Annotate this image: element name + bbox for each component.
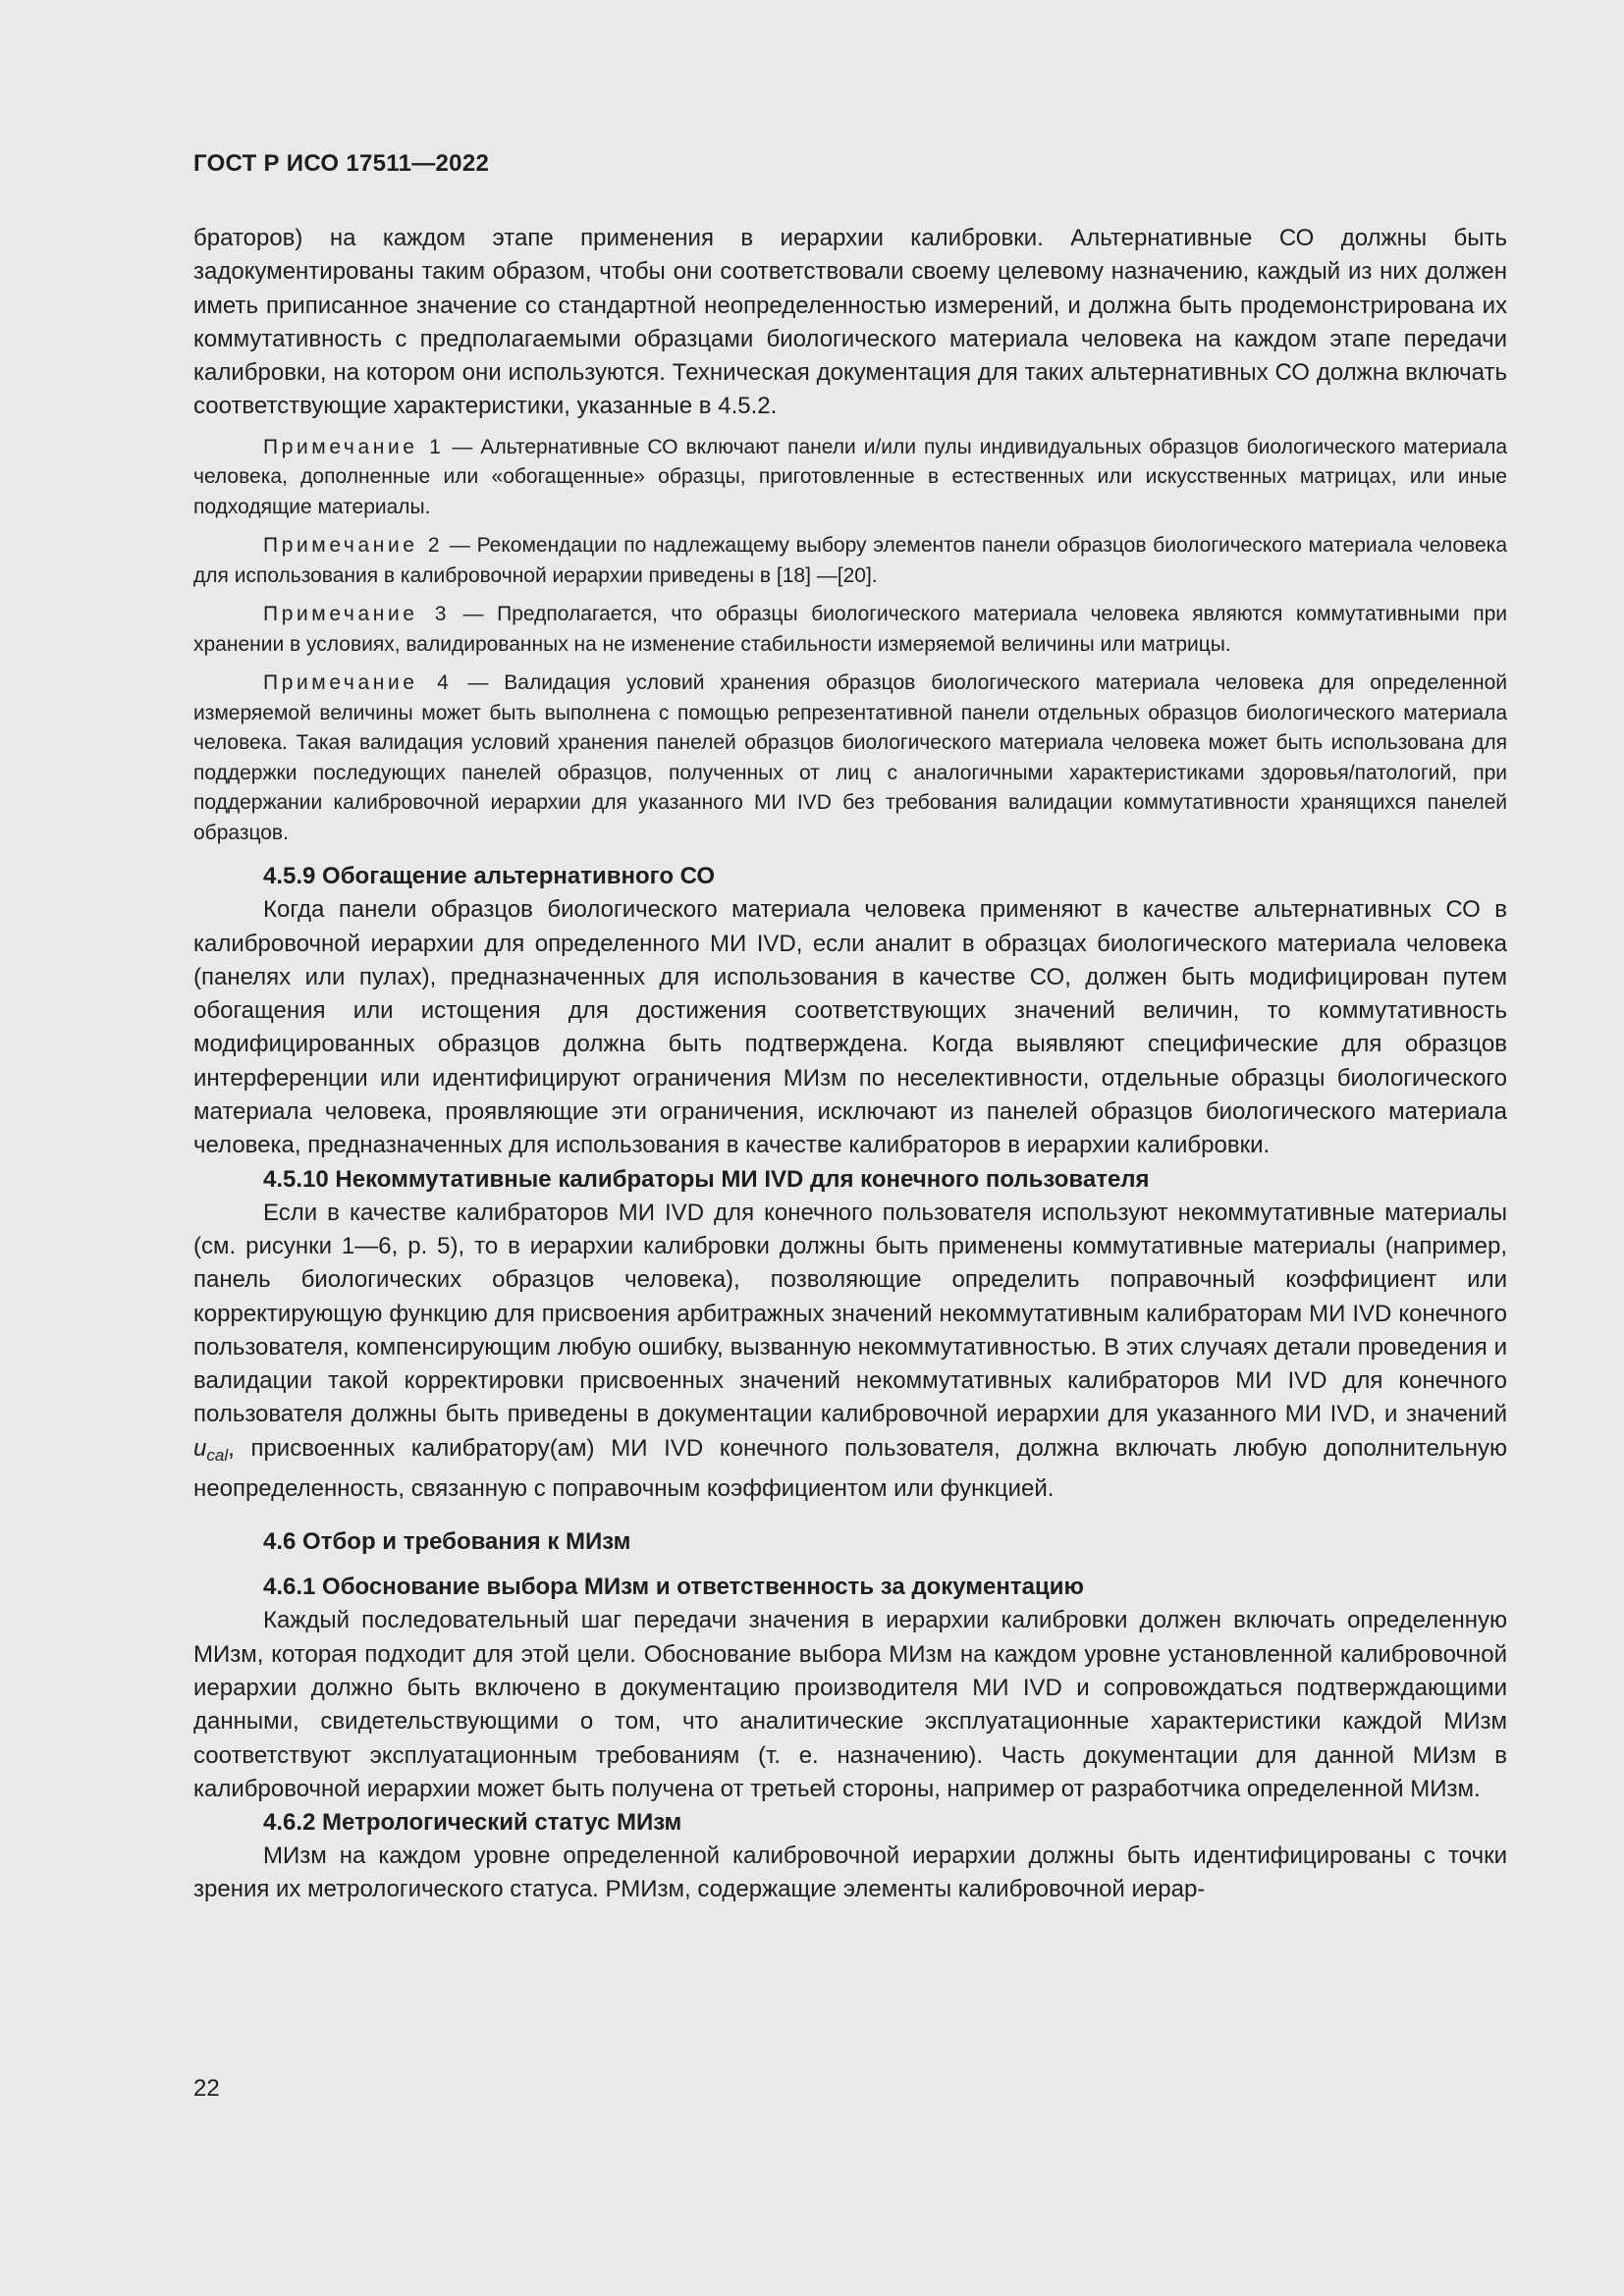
note-1-label: Примечание 1 [263,435,445,458]
note-4 [193,668,1507,848]
section-4-5-10-text-b: , присвоенных калибратору(ам) МИ IVD конечного пользователя, должна включать любую дополнительную неопределенность, связанную с поправочным коэффициентом или функцией. [193,1434,1507,1503]
section-4-5-10-title: 4.5.10 Некоммутативные калибраторы МИ IVD для конечного пользователя [263,1165,1150,1193]
note-4-label: Примечание 4 [263,671,453,695]
u-cal-symbol: u [193,1434,207,1462]
section-4-5-10-text-a: Если в качестве калибраторов МИ IVD для конечного пользователя используют некоммутативные материалы (см. рисунки 1—6, р. 5), то в иерархии калибровки должны быть применены коммутативные материалы (например, панель биологических образцов человека), позволяющие определить поправочный коэффициент или корректирующую функцию для присвоения арбитражных значений некоммутативным калибраторам МИ IVD конечного пользователя, компенсирующим любую ошибку, вызванную некоммутативностью. В этих случаях детали проведения и валидации такой корректировки присвоенных значений некоммутативных калибраторов МИ IVD для конечного пользователя должны быть приведены в документации калибровочной иерархии для указанного МИ IVD, и значений [193,1199,1507,1428]
section-4-5-9-title: 4.5.9 Обогащение альтернативного СО [263,863,716,890]
intro-paragraph: браторов) на каждом этапе применения в иерархии калибровки. Альтернативные СО должны быть задокументированы таким образом, чтобы они соответствовали своему целевому назначению, каждый из них должен иметь приписанное значение со стандартной неопределенностью измерений, и должна быть продемонстрирована их коммутативность с предполагаемыми образцами биологического материала человека на каждом этапе передачи калибровки, на котором они используются. Техническая документация для таких альтернативных СО должна включать соответствующие характеристики, указанные в 4.5.2. [193,225,1507,420]
note-3-text: — Предполагается, что образцы биологического материала человека являются коммутативными при хранении в условиях, валидированных на не изменение стабильности измеряемой величины или матрицы. [193,603,1507,656]
note-3 [193,600,1507,660]
page-number: 22 [193,2075,220,2102]
page-content [193,222,1507,1907]
note-2-label: Примечание 2 [263,534,444,558]
section-4-5-10-text [193,1197,1507,1507]
section-4-5-9-text: Когда панели образцов биологического материала человека применяют в качестве альтернативных СО в калибровочной иерархии для определенного МИ IVD, если аналит в образцах биологического материала человека (панелях или пулах), предназначенных для использования в качестве СО, должен быть модифицирован путем обогащения или истощения для достижения соответствующих значений величин, то коммутативность модифицированных образцов должна быть подтверждена. Когда выявляют специфические для образцов интерференции или идентифицируют ограничения МИзм по неселективности, отдельные образцы биологического материала человека, проявляющие эти ограничения, исключают из панелей образцов биологического материала человека, предназначенных для использования в качестве калибраторов в иерархии калибровки. [193,896,1507,1159]
note-3-label: Примечание 3 [263,603,450,626]
note-2-text: — Рекомендации по надлежащему выбору элементов панели образцов биологического материала человека для использования в калибровочной иерархии приведены в [18] —[20]. [193,534,1507,587]
u-cal-subscript: cal [206,1445,229,1465]
note-4-text: — Валидация условий хранения образцов биологического материала человека для определенной измеряемой величины может быть выполнена с помощью репрезентативной панели отдельных образцов биологического материала человека. Такая валидация условий хранения панелей образцов биологического материала человека может быть использована для поддержки последующих панелей образцов, полученных от лиц с аналогичными характеристиками здоровья/патологий, при поддержании калибровочной иерархии для указанного МИ IVD без требования валидации коммутативности хранящихся панелей образцов. [193,671,1507,844]
note-2 [193,531,1507,591]
note-1 [193,433,1507,523]
note-1-text: — Альтернативные СО включают панели и/или пулы индивидуальных образцов биологического материала человека, дополненные или «обогащенные» образцы, приготовленные в естественных или искусственных матрицах, или иные подходящие материалы. [193,435,1508,518]
section-4-6-2-text: МИзм на каждом уровне определенной калибровочной иерархии должны быть идентифицированы с точки зрения их метрологического статуса. РМИзм, содержащие элементы калибровочной иерар- [193,1842,1507,1903]
section-4-6-2-title: 4.6.2 Метрологический статус МИзм [263,1809,682,1837]
section-4-6-1-text: Каждый последовательный шаг передачи значения в иерархии калибровки должен включать определенную МИзм, которая подходит для этой цели. Обоснование выбора МИзм на каждом уровне установленной калибровочной иерархии должно быть включено в документацию производителя МИ IVD и сопровождаться подтверждающими данными, свидетельствующими о том, что аналитические эксплуатационные характеристики каждой МИзм соответствуют эксплуатационным требованиям (т. е. назначению). Часть документации для данной МИзм в калибровочной иерархии может быть получена от третьей стороны, например от разработчика определенной МИзм. [193,1607,1507,1802]
section-4-6-1-title: 4.6.1 Обоснование выбора МИзм и ответственность за документацию [263,1574,1085,1601]
section-4-6-title: 4.6 Отбор и требования к МИзм [263,1528,631,1556]
document-header: ГОСТ Р ИСО 17511—2022 [193,150,490,177]
